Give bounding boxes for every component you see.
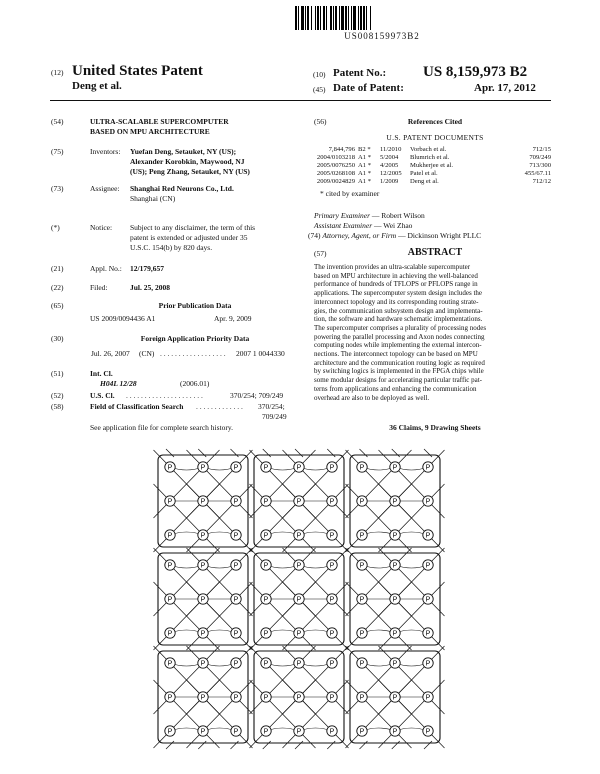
- prior-pub: US 2009/0094436 A1: [90, 314, 156, 323]
- external-tick: [392, 449, 400, 457]
- node-label: P: [200, 498, 206, 506]
- node-label: P: [392, 728, 398, 736]
- refs-heading: References Cited: [407, 117, 463, 126]
- external-tick: [360, 741, 368, 749]
- external-tick: [295, 449, 303, 457]
- uscl-dots: . . . . . . . . . . . . . . . . . . . . .: [126, 391, 203, 400]
- citation-name: Mukherjee et al.: [410, 162, 454, 169]
- node-label: P: [329, 630, 335, 638]
- field-label: Field of Classification Search: [90, 402, 184, 411]
- prior-date: Apr. 9, 2009: [214, 314, 252, 323]
- citation-class: 712/15: [532, 146, 551, 153]
- node-label: P: [263, 464, 269, 472]
- appl-value: 12/179,657: [130, 264, 164, 273]
- external-tick: [166, 449, 174, 457]
- see-application: See application file for complete search history.: [90, 423, 234, 432]
- node-label: P: [167, 562, 173, 570]
- abstract-heading: ABSTRACT: [407, 247, 463, 258]
- node-label: P: [329, 660, 335, 668]
- node-label: P: [392, 660, 398, 668]
- node-label: P: [200, 464, 206, 472]
- abstract-line: performance of hundreds of TFLOPS or PFLOPS range in: [314, 280, 478, 289]
- node-label: P: [425, 532, 431, 540]
- title-line-1: ULTRA-SCALABLE SUPERCOMPUTER: [90, 117, 229, 126]
- external-tick: [263, 449, 271, 457]
- node-label: P: [263, 498, 269, 506]
- node-label: P: [359, 596, 365, 604]
- node-label: P: [233, 464, 239, 472]
- uscl-value: 370/254; 709/249: [230, 391, 284, 400]
- inventors-line-1: Yuefan Deng, Setauket, NY (US);: [130, 147, 237, 156]
- citation-number: 2004/0103218: [316, 154, 355, 161]
- cited-by-examiner: * cited by examiner: [320, 189, 380, 198]
- node-label: P: [233, 532, 239, 540]
- node-label: P: [263, 532, 269, 540]
- node-label: P: [359, 660, 365, 668]
- citation-name: Vorbach et al.: [410, 146, 447, 153]
- abstract-line: tion, the software and hardware schematic implementations.: [314, 315, 483, 324]
- citation-list: [305, 146, 555, 186]
- patent-no-code: (10): [313, 70, 326, 79]
- uscl-code: (52): [51, 391, 64, 400]
- node-label: P: [425, 660, 431, 668]
- node-label: P: [329, 596, 335, 604]
- abstract-line: based on MPU architecture in achieving the well-balanced: [314, 271, 478, 280]
- node-label: P: [329, 562, 335, 570]
- attorney: [308, 231, 481, 240]
- node-label: P: [425, 728, 431, 736]
- prior-heading: Prior Publication Data: [158, 301, 232, 310]
- barcode: [295, 6, 465, 30]
- node-label: P: [233, 728, 239, 736]
- node-label: P: [425, 630, 431, 638]
- date-code: (45): [313, 85, 326, 94]
- node-label: P: [233, 596, 239, 604]
- external-tick: [327, 449, 335, 457]
- node-label: P: [392, 532, 398, 540]
- node-label: P: [263, 630, 269, 638]
- assignee-line-2: Shanghai (CN): [130, 194, 176, 203]
- document-title: United States Patent: [72, 63, 203, 79]
- citation-date: 12/2005: [380, 170, 402, 177]
- node-label: P: [263, 660, 269, 668]
- us-docs-heading: U.S. PATENT DOCUMENTS: [386, 133, 484, 142]
- title-code: (54): [51, 117, 64, 126]
- citation-date: 5/2004: [380, 154, 399, 161]
- mpu-topology-drawing: [150, 445, 450, 765]
- citation-date: 4/2005: [380, 162, 399, 169]
- external-tick: [424, 741, 432, 749]
- uscl-label: U.S. Cl.: [90, 391, 115, 400]
- citation-kind: A1 *: [358, 162, 372, 169]
- citation-kind: A1 *: [358, 170, 372, 177]
- abstract-line: architecture and the communication routing logic as required: [314, 358, 485, 367]
- node-label: P: [392, 596, 398, 604]
- date-value: Apr. 17, 2012: [474, 82, 536, 94]
- citation-class: 709/249: [529, 154, 551, 161]
- citation-row: [305, 170, 555, 178]
- external-tick: [424, 449, 432, 457]
- node-label: P: [200, 728, 206, 736]
- node-label: P: [392, 562, 398, 570]
- notice-line-3: U.S.C. 154(b) by 820 days.: [130, 243, 213, 252]
- node-label: P: [296, 694, 302, 702]
- filed-value: Jul. 25, 2008: [130, 283, 171, 292]
- external-tick: [263, 741, 271, 749]
- external-tick: [327, 741, 335, 749]
- abstract-line: nections. The interconnect topology can be based on MPU: [314, 350, 478, 359]
- notice-code: (*): [51, 223, 60, 232]
- node-label: P: [425, 694, 431, 702]
- field-value-1: 370/254;: [258, 402, 285, 411]
- intcl-date: (2006.01): [180, 379, 210, 388]
- node-label: P: [263, 694, 269, 702]
- inventors-line-2: Alexander Korobkin, Maywood, NJ: [130, 157, 245, 166]
- foreign-number: 2007 1 0044330: [236, 349, 285, 358]
- node-label: P: [167, 532, 173, 540]
- assignee-line-1: Shanghai Red Neurons Co., Ltd.: [130, 184, 234, 193]
- citation-number: 7,844,796: [328, 146, 355, 153]
- inventors-line-3: (US); Peng Zhang, Setauket, NY (US): [130, 167, 250, 176]
- intcl-label: Int. Cl.: [90, 369, 113, 378]
- node-label: P: [329, 532, 335, 540]
- field-code: (58): [51, 402, 64, 411]
- node-label: P: [296, 596, 302, 604]
- citation-class: 713/300: [529, 162, 551, 169]
- node-label: P: [233, 660, 239, 668]
- primary-label: Primary Examiner: [314, 211, 371, 220]
- node-label: P: [359, 562, 365, 570]
- node-label: P: [296, 562, 302, 570]
- node-label: P: [296, 728, 302, 736]
- abstract-line: terns from applications and enhancing the communication: [314, 384, 477, 393]
- node-label: P: [233, 694, 239, 702]
- patent-number: US 8,159,973 B2: [423, 64, 528, 80]
- node-label: P: [329, 694, 335, 702]
- date-label: Date of Patent:: [333, 82, 404, 94]
- node-label: P: [200, 630, 206, 638]
- attorney-label: Attorney, Agent, or Firm: [322, 231, 397, 240]
- foreign-code: (30): [51, 334, 64, 343]
- node-label: P: [359, 532, 365, 540]
- citation-number: 2009/0024829: [316, 178, 355, 185]
- notice-label: Notice:: [90, 223, 113, 232]
- barcode-number: US008159973B2: [344, 31, 420, 41]
- node-label: P: [200, 694, 206, 702]
- citation-number: 2005/0076250: [316, 162, 355, 169]
- primary-value: — Robert Wilson: [371, 211, 425, 220]
- abstract-line: applications. The supercomputer system design includes the: [314, 289, 483, 298]
- patent-no-label: Patent No.:: [333, 67, 387, 79]
- node-label: P: [425, 562, 431, 570]
- node-label: P: [425, 464, 431, 472]
- external-tick: [166, 741, 174, 749]
- assignee-label: Assignee:: [90, 184, 120, 193]
- external-tick: [360, 449, 368, 457]
- citation-row: [305, 162, 555, 170]
- assistant-label: Assistant Examiner: [314, 221, 373, 230]
- citation-class: 455/67.11: [524, 170, 551, 177]
- node-label: P: [263, 562, 269, 570]
- abstract-body: [314, 263, 552, 402]
- citation-date: 11/2010: [380, 146, 402, 153]
- title-line-2: BASED ON MPU ARCHITECTURE: [90, 127, 210, 136]
- inventors-code: (75): [51, 147, 64, 156]
- external-tick: [198, 449, 206, 457]
- node-label: P: [263, 728, 269, 736]
- node-label: P: [425, 498, 431, 506]
- node-label: P: [296, 630, 302, 638]
- abstract-line: The invention provides an ultra-scalable supercomputer: [314, 263, 471, 271]
- external-tick: [231, 449, 239, 457]
- notice-line-1: Subject to any disclaimer, the term of this: [130, 223, 256, 232]
- external-tick: [392, 741, 400, 749]
- citation-name: Patel et al.: [410, 170, 438, 177]
- prior-code: (65): [51, 301, 64, 310]
- field-dots: . . . . . . . . . . . . .: [196, 402, 243, 411]
- abstract-line: computing nodes while implementing the external intercon-: [314, 341, 482, 350]
- node-label: P: [359, 728, 365, 736]
- abstract-line: overhead are also to be deployed as well.: [314, 393, 430, 402]
- node-label: P: [167, 498, 173, 506]
- filed-label: Filed:: [90, 283, 108, 292]
- primary-examiner: [314, 211, 425, 220]
- citation-kind: A1 *: [358, 178, 372, 185]
- external-tick: [231, 741, 239, 749]
- attorney-value: — Dickinson Wright PLLC: [398, 231, 482, 240]
- node-label: P: [359, 498, 365, 506]
- node-label: P: [296, 532, 302, 540]
- node-label: P: [425, 596, 431, 604]
- citation-class: 712/12: [532, 178, 551, 185]
- external-tick: [198, 741, 206, 749]
- inventor-short: Deng et al.: [72, 80, 122, 92]
- foreign-dots: . . . . . . . . . . . . . . . . . .: [160, 349, 226, 358]
- node-label: P: [296, 660, 302, 668]
- abstract-line: some modular designs for accelerating particular traffic pat-: [314, 376, 482, 385]
- node-label: P: [200, 532, 206, 540]
- node-label: P: [167, 694, 173, 702]
- claims-summary: 36 Claims, 9 Drawing Sheets: [389, 423, 481, 432]
- node-label: P: [200, 596, 206, 604]
- node-label: P: [392, 694, 398, 702]
- abstract-code: (57): [314, 249, 327, 258]
- foreign-heading: Foreign Application Priority Data: [140, 334, 250, 343]
- intcl-code: (51): [51, 369, 64, 378]
- citation-name: Deng et al.: [410, 178, 439, 185]
- notice-line-2: patent is extended or adjusted under 35: [130, 233, 248, 242]
- header-rule: [50, 100, 551, 101]
- appl-code: (21): [51, 264, 64, 273]
- node-label: P: [296, 464, 302, 472]
- appl-label: Appl. No.:: [90, 264, 122, 273]
- citation-name: Blumrich et al.: [410, 154, 450, 161]
- refs-code: (56): [314, 117, 327, 126]
- citation-row: [305, 146, 555, 154]
- node-label: P: [167, 630, 173, 638]
- kind-code: (12): [51, 68, 64, 77]
- foreign-date: Jul. 26, 2007: [91, 349, 130, 358]
- assignee-code: (73): [51, 184, 64, 193]
- node-label: P: [359, 630, 365, 638]
- node-label: P: [359, 464, 365, 472]
- node-label: P: [359, 694, 365, 702]
- node-label: P: [167, 596, 173, 604]
- abstract-line: by switching logics is implemented in the FPGA chips while: [314, 367, 484, 376]
- assistant-examiner: [314, 221, 412, 230]
- node-label: P: [329, 498, 335, 506]
- citation-kind: A1 *: [358, 154, 372, 161]
- node-label: P: [167, 728, 173, 736]
- citation-number: 2005/0268108: [316, 170, 355, 177]
- citation-row: [305, 178, 555, 186]
- intcl-class: H04L 12/28: [100, 379, 137, 388]
- node-label: P: [392, 498, 398, 506]
- filed-code: (22): [51, 283, 64, 292]
- node-label: P: [233, 498, 239, 506]
- node-label: P: [167, 464, 173, 472]
- abstract-line: powering the parallel processing and Axon nodes connecting: [314, 332, 485, 341]
- foreign-country: (CN): [139, 349, 155, 358]
- node-label: P: [167, 660, 173, 668]
- drawing-root: [154, 449, 445, 749]
- field-value-2: 709/249: [262, 412, 287, 421]
- abstract-line: interconnect topology and its corresponding routing strate-: [314, 297, 479, 306]
- citation-row: [305, 154, 555, 162]
- citation-date: 1/2009: [380, 178, 399, 185]
- node-label: P: [200, 660, 206, 668]
- node-label: P: [233, 562, 239, 570]
- node-label: P: [296, 498, 302, 506]
- node-label: P: [263, 596, 269, 604]
- node-label: P: [233, 630, 239, 638]
- assistant-value: — Wei Zhao: [374, 221, 413, 230]
- attorney-code: (74): [308, 231, 321, 240]
- node-label: P: [392, 630, 398, 638]
- node-label: P: [329, 464, 335, 472]
- abstract-line: gies, the communication subsystem design and implementa-: [314, 306, 483, 315]
- citation-kind: B2 *: [358, 146, 371, 153]
- node-label: P: [200, 562, 206, 570]
- node-label: P: [392, 464, 398, 472]
- external-tick: [295, 741, 303, 749]
- node-label: P: [329, 728, 335, 736]
- abstract-line: The supercomputer comprises a plurality of processing nodes: [314, 323, 487, 332]
- inventors-label: Inventors:: [90, 147, 121, 156]
